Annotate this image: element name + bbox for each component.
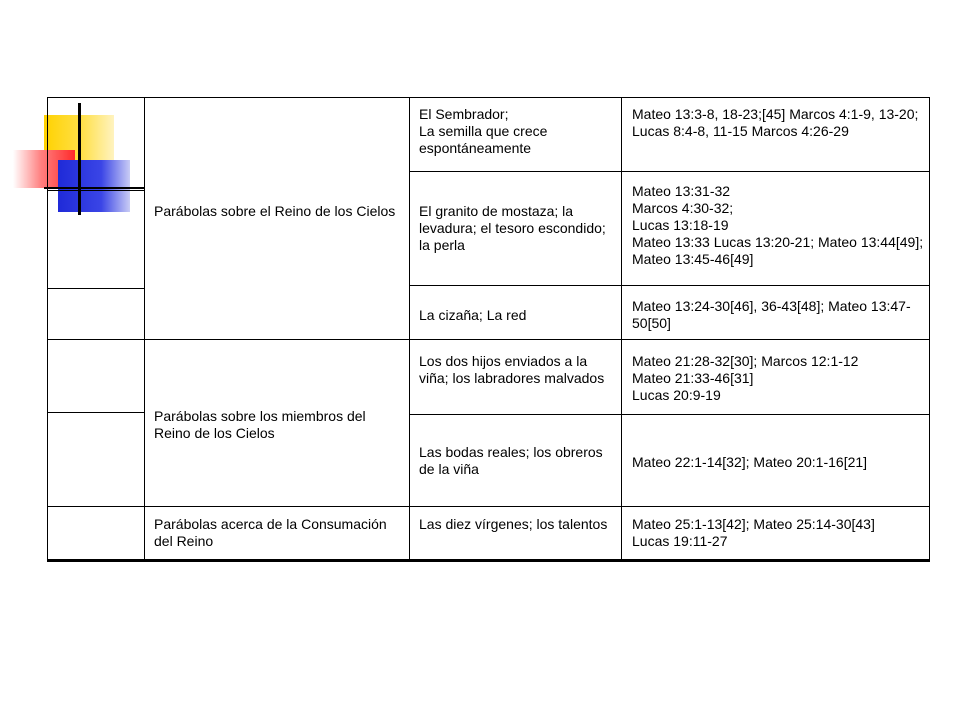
parables-cell-1: El Sembrador; La semilla que crece espontáneamente	[419, 106, 548, 156]
col-divider-1	[144, 98, 145, 560]
category-cell-members: Parábolas sobre los miembros del Reino de los Cielos	[154, 408, 366, 441]
references-cell-4: Mateo 21:28-32[30]; Marcos 12:1-12 Mateo 21:33-46[31] Lucas 20:9-19	[632, 353, 859, 403]
row-divider-4a	[48, 412, 144, 413]
row-divider-2b	[409, 285, 929, 286]
row-divider-2a	[48, 288, 144, 289]
parables-cell-4: Los dos hijos enviados a la viña; los labradores malvados	[419, 353, 605, 386]
row-divider-1b	[48, 190, 144, 191]
references-cell-6: Mateo 25:1-13[42]; Mateo 25:14-30[43] Lucas 19:11-27	[632, 516, 875, 549]
row-divider-5	[48, 506, 929, 507]
parables-cell-2: El granito de mostaza; la levadura; el tesoro escondido; la perla	[419, 203, 606, 253]
parables-table	[47, 97, 930, 561]
references-cell-1: Mateo 13:3-8, 18-23;[45] Marcos 4:1-9, 13-20; Lucas 8:4-8, 11-15 Marcos 4:26-29	[632, 106, 919, 139]
row-divider-4b	[409, 414, 929, 415]
category-cell-kingdom: Parábolas sobre el Reino de los Cielos	[154, 203, 396, 219]
col-divider-2	[409, 98, 410, 560]
references-cell-2: Mateo 13:31-32 Marcos 4:30-32; Lucas 13:18-19 Mateo 13:33 Lucas 13:20-21; Mateo 13:44[49]; Mateo 13:45-46[49]	[632, 183, 924, 267]
references-cell-5: Mateo 22:1-14[32]; Mateo 20:1-16[21]	[632, 454, 868, 470]
col-divider-3	[621, 98, 622, 560]
references-cell-3: Mateo 13:24-30[46], 36-43[48]; Mateo 13:47-50[50]	[632, 298, 911, 331]
parables-cell-6: Las diez vírgenes; los talentos	[419, 516, 608, 532]
category-cell-consummation: Parábolas acerca de la Consumación del Reino	[154, 516, 387, 549]
row-divider-1	[409, 171, 929, 172]
table-bottom-border	[47, 559, 930, 562]
parables-cell-5: Las bodas reales; los obreros de la viña	[419, 444, 603, 477]
row-divider-3	[48, 339, 929, 340]
parables-cell-3: La cizaña; La red	[419, 307, 527, 323]
